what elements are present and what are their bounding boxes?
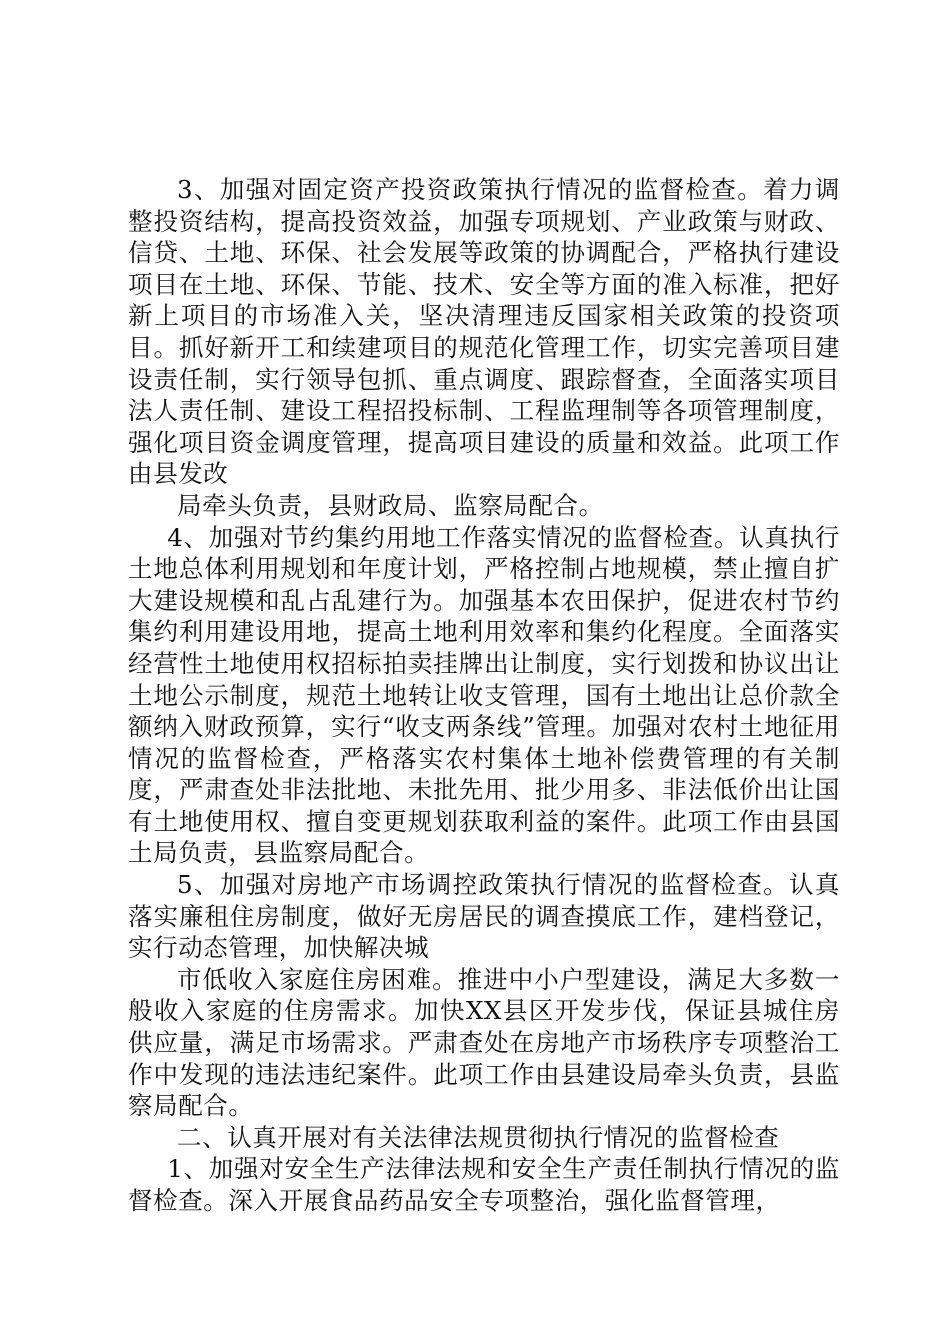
section-heading-laws: 二、认真开展对有关法律法规贯彻执行情况的监督检查 <box>177 1122 780 1152</box>
document-body <box>128 174 840 1217</box>
paragraph-real-estate-continued: 市低收入家庭住房困难。推进中小户型建设，满足大多数一般收入家庭的住房需求。加快XX县区开发步伐，保证县城住房供应量，满足市场需求。严肃查处在房地产市场秩序专项整治工作中发现的违法违纪案件。此项工作由县建设局牵头负责，县监察局配合。 <box>128 964 840 1121</box>
paragraph-fixed-asset-investment: 3、加强对固定资产投资政策执行情况的监督检查。着力调整投资结构，提高投资效益，加强专项规划、产业政策与财政、信贷、土地、环保、社会发展等政策的协调配合，严格执行建设项目在土地、环保、节能、技术、安全等方面的准入标准，把好新上项目的市场准入关，坚决清理违反国家相关政策的投资项目。抓好新开工和续建项目的规范化管理工作，切实完善项目建设责任制，实行领导包抓、重点调度、跟踪督查，全面落实项目法人责任制、建设工程招投标制、工程监理制等各项管理制度，强化项目资金调度管理，提高项目建设的质量和效益。此项工作由县发改 <box>128 175 840 489</box>
paragraph-fixed-asset-continued: 局牵头负责，县财政局、监察局配合。 <box>177 490 604 520</box>
paragraph-safety-production: 1、加强对安全生产法律法规和安全生产责任制执行情况的监督检查。深入开展食品药品安全专项整治，强化监督管理， <box>128 1154 840 1215</box>
paragraph-real-estate: 5、加强对房地产市场调控政策执行情况的监督检查。认真落实廉租住房制度，做好无房居民的调查摸底工作，建档登记，实行动态管理，加快解决城 <box>128 870 840 963</box>
paragraph-land-use: 4、加强对节约集约用地工作落实情况的监督检查。认真执行土地总体利用规划和年度计划，严格控制占地规模，禁止擅自扩大建设规模和乱占乱建行为。加强基本农田保护，促进农村节约集约利用建设用地，提高土地利用效率和集约化程度。全面落实经营性土地使用权招标拍卖挂牌出让制度，实行划拨和协议出让土地公示制度，规范土地转让收支管理，国有土地出让总价款全额纳入财政预算，实行“收支两条线”管理。加强对农村土地征用情况的监督检查，严格落实农村集体土地补偿费管理的有关制度，严肃查处非法批地、未批先用、批少用多、非法低价出让国有土地使用权、擅自变更规划获取利益的案件。此项工作由县国土局负责，县监察局配合。 <box>128 522 840 868</box>
